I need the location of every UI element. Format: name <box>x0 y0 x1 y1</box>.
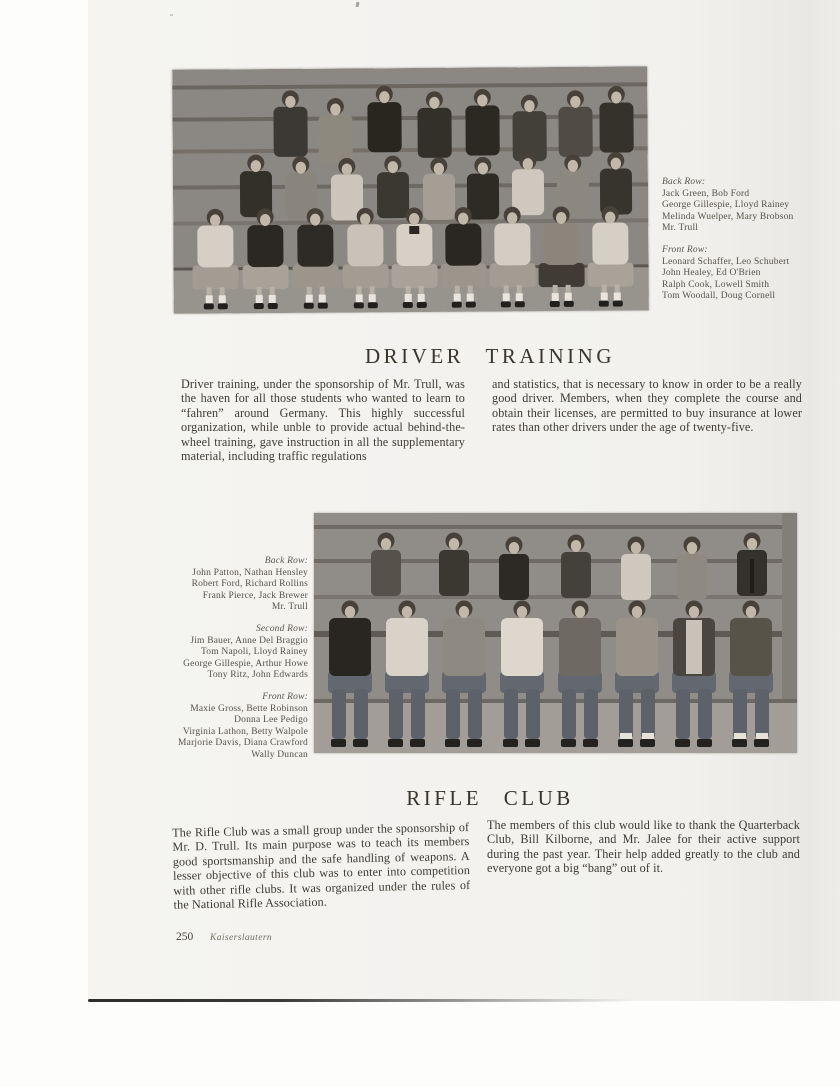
page-number: 250 <box>176 931 194 943</box>
caption-line: Jim Bauer, Anne Del Braggio <box>190 635 308 646</box>
driver-training-paragraph-left: Driver training, under the sponsorship of Mr. Trull, was the haven for all those students who wanted to learn to “fahren” around Germany. This highly successful organization, while unble to provide actual behind-the-wheel training, gave instruction in all the supplementary material, including traffic regulations <box>181 377 465 464</box>
rifle-club-photo-image <box>314 513 797 753</box>
rifle-club-paragraph-right: The members of this club would like to thank the Quarterback Club, Bill Kilborne, and Mr. Jalee for their active support during the past year. Their help added greatly to the club and everyone got a big “bang” out of it. <box>487 818 800 876</box>
caption-line: Maxie Gross, Bette Robinson <box>190 703 308 714</box>
caption-row-label: Front Row: <box>662 244 708 255</box>
rifle-club-photo <box>314 513 797 753</box>
caption-line: Tom Woodall, Doug Cornell <box>662 291 776 302</box>
caption-row-label: Back Row: <box>662 177 706 187</box>
caption-line: Frank Pierce, Jack Brewer <box>202 590 308 601</box>
rifle-club-heading: RIFLE CLUB <box>406 786 574 810</box>
ink-speck <box>170 14 173 16</box>
rifle-club-paragraph-left: The Rifle Club was a small group under the sponsorship of Mr. D. Trull. Its main purpose was to teach its members good sportsmanship and the safe handling of weapons. A lesser objective of this club was to enter into competition with other rifle clubs. It was organized under the rules of the National Rifle Association. <box>172 820 471 912</box>
caption-line: Mr. Trull <box>662 223 699 234</box>
driver-training-caption <box>662 177 822 303</box>
caption-row-label: Front Row: <box>262 691 308 702</box>
driver-training-paragraph-right: and statistics, that is necessary to know in order to be a really good driver. Members, when they complete the course and obtain their licenses, are permitted to buy insurance at lower rates than other drivers under the age of twenty-five. <box>492 377 802 435</box>
caption-line: Mr. Trull <box>271 602 308 613</box>
caption-line: Leonard Schaffer, Leo Schubert <box>662 256 790 267</box>
driver-training-photo <box>172 66 649 313</box>
caption-line: Melinda Wuelper, Mary Brobson <box>662 211 794 222</box>
caption-row-label: Second Row: <box>255 623 308 634</box>
driver-training-heading: DRIVER TRAINING <box>364 344 616 368</box>
caption-line: John Patton, Nathan Hensley <box>192 567 308 578</box>
driver-training-photo-image <box>172 66 649 313</box>
caption-line: Jack Green, Bob Ford <box>662 188 750 199</box>
caption-line: Tony Ritz, John Edwards <box>207 670 308 681</box>
caption-line: Robert Ford, Richard Rollins <box>191 579 308 590</box>
caption-line: Marjorie Davis, Diana Crawford <box>178 738 308 749</box>
book-title: Kaiserslautern <box>210 933 273 943</box>
caption-line: Donna Lee Pedigo <box>234 715 308 726</box>
rifle-club-caption <box>153 556 308 762</box>
caption-line: George Gillespie, Lloyd Rainey <box>662 200 790 211</box>
caption-line: Wally Duncan <box>251 749 308 760</box>
caption-row-label: Back Row: <box>264 556 308 566</box>
page-bottom-edge <box>88 999 633 1002</box>
caption-line: John Healey, Ed O'Brien <box>662 268 761 279</box>
caption-line: Tom Napoli, Lloyd Rainey <box>200 647 308 658</box>
caption-line: Ralph Cook, Lowell Smith <box>662 279 770 290</box>
caption-line: George Gillespie, Arthur Howe <box>183 658 308 669</box>
caption-line: Virginia Lathon, Betty Walpole <box>182 726 308 737</box>
